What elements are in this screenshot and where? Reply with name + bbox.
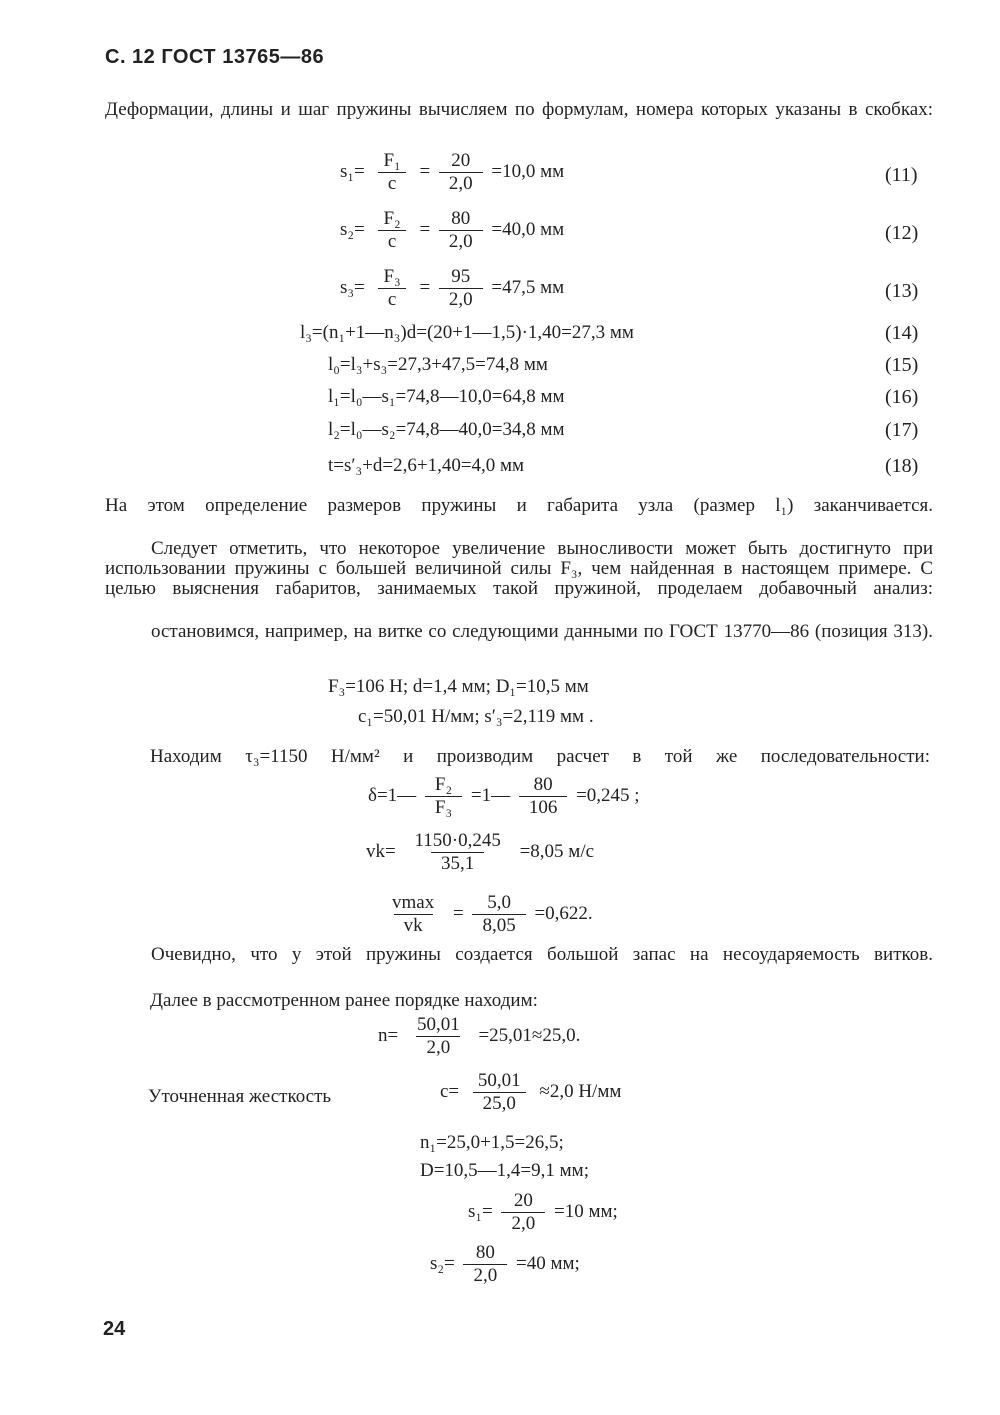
delta-frac1: $\frac{\text{F₂}}{\text{F₃}}$: [425, 774, 462, 819]
eq11-rhs: =10,0 мм: [491, 160, 565, 182]
delta-equation: δ=1— $\frac{\text{F₂}}{\text{F₃}}$ =1— $\frac{80}{106}$ =0,245 ;: [368, 774, 640, 818]
eq12-number: (12): [885, 222, 919, 244]
page-header: С. 12 ГОСТ 13765—86: [105, 46, 325, 68]
eq15-number: (15): [885, 354, 919, 376]
paragraph-1: На этом определение размеров пружины и габарита узла (размер l₁) заканчивается.: [105, 495, 933, 516]
eq13-lhs: s₃=: [340, 276, 365, 298]
eq15-text: l₀=l₃+s₃=27,3+47,5=74,8 мм: [328, 354, 548, 375]
eq13-number: (13): [885, 280, 919, 302]
c-frac: $\frac{50,01}{25,0}$: [468, 1070, 531, 1115]
s2-equation: s₂= $\frac{80}{2,0}$ =40 мм;: [430, 1242, 580, 1286]
eq17-text: l₂=l₀—s₂=74,8—40,0=34,8 мм: [328, 419, 565, 440]
spring-data-line-2: c₁=50,01 Н/мм; s′₃=2,119 мм .: [358, 706, 594, 727]
s2-frac: $\frac{80}{2,0}$: [463, 1242, 507, 1287]
page-number: 24: [103, 1318, 126, 1340]
refined-stiffness-label: Уточненная жесткость: [148, 1086, 332, 1107]
n-equation: n= $\frac{50,01}{2,0}$ =25,01≈25,0.: [378, 1014, 581, 1058]
eq14-text: l₃=(n₁+1—n₃)d=(20+1—1,5)·1,40=27,3 мм: [300, 322, 634, 343]
intro-paragraph: Деформации, длины и шаг пружины вычисляем по формулам, номера которых указаны в скобках:: [105, 99, 933, 120]
eq12-rhs: =40,0 мм: [491, 218, 565, 240]
eq11-number: (11): [885, 164, 918, 186]
eq12-lhs: s₂=: [340, 218, 365, 240]
eq11-frac2: $\frac{20}{2,0}$: [439, 150, 483, 195]
vk-equation: vk= $\frac{1150\cdot 0,245}{35,1}$ =8,05 м/с: [366, 830, 595, 874]
paragraph-5: Очевидно, что у этой пружины создается большой запас на несоударяемость витков.: [151, 944, 933, 965]
s1-equation: s₁= $\frac{20}{2,0}$ =10 мм;: [468, 1190, 618, 1234]
eq11-lhs: s₁=: [340, 160, 365, 182]
n1-equation: n₁=25,0+1,5=26,5;: [420, 1132, 564, 1153]
paragraph-4: Находим τ₃=1150 Н/мм² и производим расчет в той же последовательности:: [150, 746, 930, 767]
eq13-frac1: $\frac{\text{F₃}}{c}$: [373, 266, 410, 311]
delta-frac2: $\frac{80}{106}$: [519, 774, 568, 819]
paragraph-2: Следует отметить, что некоторое увеличение выносливости может быть достигнуто при использовании пружины с большей величиной силы F₃, чем найденная в настоящем примере. С целью выяснения габаритов, занимаемых такой пружиной, проделаем добавочный анализ:: [105, 538, 933, 599]
eq18-text: t=s′₃+d=2,6+1,40=4,0 мм: [328, 455, 525, 476]
eq16-number: (16): [885, 386, 919, 408]
eq17-number: (17): [885, 419, 919, 441]
s1-frac: $\frac{20}{2,0}$: [501, 1190, 545, 1235]
paragraph-3: остановимся, например, на витке со следующими данными по ГОСТ 13770—86 (позиция 313).: [151, 621, 933, 642]
eq12-frac2: $\frac{80}{2,0}$: [439, 208, 483, 253]
ratio-frac2: $\frac{5,0}{8,05}$: [472, 892, 525, 937]
ratio-equation: $\frac{vmax}{vk}$ = $\frac{5,0}{8,05}$ =0,622.: [378, 892, 593, 937]
eq13-frac2: $\frac{95}{2,0}$: [439, 266, 483, 311]
eq18-number: (18): [885, 455, 919, 477]
eq13-rhs: =47,5 мм: [491, 276, 565, 298]
c-equation: c= $\frac{50,01}{25,0}$ ≈2,0 Н/мм: [440, 1070, 622, 1114]
eq14-number: (14): [885, 322, 919, 344]
eq11-frac1: $\frac{\text{F₁}}{c}$: [373, 150, 410, 195]
eq12-frac1: $\frac{\text{F₂}}{c}$: [373, 208, 410, 253]
n-frac: $\frac{50,01}{2,0}$: [416, 1014, 460, 1058]
D-equation: D=10,5—1,4=9,1 мм;: [420, 1160, 589, 1181]
spring-data-line-1: F₃=106 Н; d=1,4 мм; D₁=10,5 мм: [328, 676, 589, 697]
vk-frac: $\frac{1150\cdot 0,245}{35,1}$: [414, 830, 501, 874]
paragraph-6: Далее в рассмотренном ранее порядке находим:: [150, 990, 538, 1011]
eq16-text: l₁=l₀—s₁=74,8—10,0=64,8 мм: [328, 386, 565, 407]
ratio-frac1: $\frac{vmax}{vk}$: [392, 892, 435, 936]
